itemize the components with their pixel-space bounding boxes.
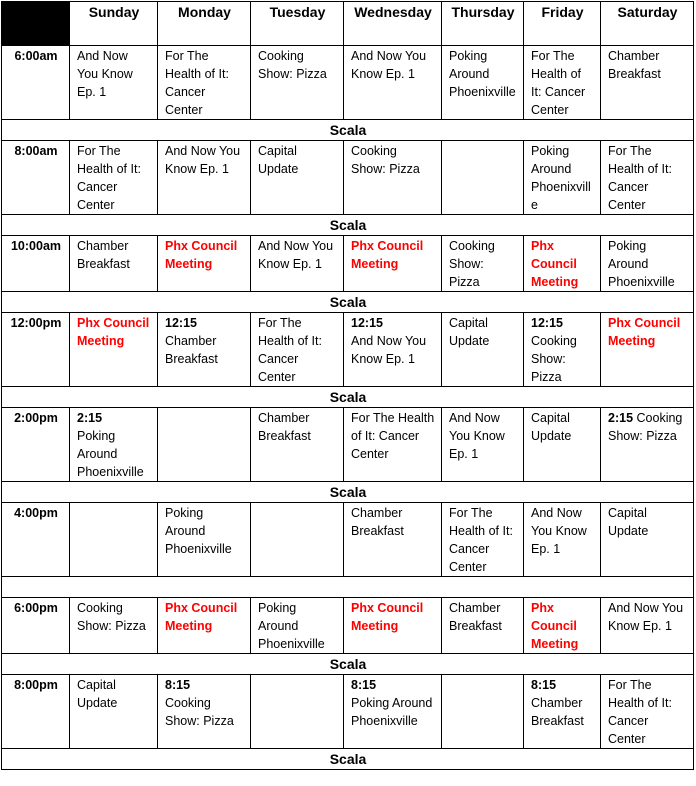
program-title: For The Health of It: Cancer Center xyxy=(165,49,229,117)
program-cell xyxy=(344,46,442,120)
start-time-label: 12:15 xyxy=(165,316,197,330)
program-cell xyxy=(601,46,694,120)
time-label: 6:00pm xyxy=(2,598,70,654)
start-time-label: 2:15 xyxy=(77,411,103,425)
time-slot-row xyxy=(2,141,694,215)
program-cell xyxy=(601,598,694,654)
program-title: Poking Around Phoenixville xyxy=(351,696,433,728)
program-title: And Now You Know Ep. 1 xyxy=(165,144,241,176)
program-cell xyxy=(251,313,344,387)
program-cell xyxy=(442,46,524,120)
program-cell xyxy=(524,141,601,215)
program-cell xyxy=(344,503,442,577)
program-cell xyxy=(524,46,601,120)
program-title: Poking Around Phoenixville xyxy=(449,49,516,99)
day-header-tuesday: Tuesday xyxy=(251,2,344,46)
program-title: Capital Update xyxy=(531,411,572,443)
program-cell xyxy=(70,503,158,577)
program-title: Cooking Show: Pizza xyxy=(258,49,327,81)
program-title: Cooking Show: Pizza xyxy=(531,334,577,384)
program-cell xyxy=(344,236,442,292)
start-time-label: 8:15 xyxy=(531,678,557,692)
day-header-sunday: Sunday xyxy=(70,2,158,46)
program-cell xyxy=(601,141,694,215)
program-cell xyxy=(442,313,524,387)
separator-row xyxy=(2,387,694,408)
start-time-label: 12:15 xyxy=(531,316,563,330)
scala-separator-label: Scala xyxy=(2,482,694,503)
program-title: Cooking Show: Pizza xyxy=(165,696,234,728)
program-title: Poking Around Phoenixville xyxy=(165,506,232,556)
separator-row xyxy=(2,482,694,503)
start-time-label: 12:15 xyxy=(351,316,383,330)
program-cell xyxy=(524,236,601,292)
program-title: For The Health of It: Cancer Center xyxy=(351,411,435,461)
program-title: Poking Around Phoenixville xyxy=(531,144,591,212)
program-cell xyxy=(442,675,524,749)
program-cell xyxy=(70,46,158,120)
time-slot-row xyxy=(2,675,694,749)
program-cell xyxy=(601,313,694,387)
program-title: And Now You Know Ep. 1 xyxy=(449,411,505,461)
separator-row xyxy=(2,749,694,770)
program-cell xyxy=(344,408,442,482)
program-cell xyxy=(524,675,601,749)
day-header-thursday: Thursday xyxy=(442,2,524,46)
program-cell xyxy=(344,675,442,749)
start-time-label: 2:15 xyxy=(608,411,634,425)
start-time-label: 8:15 xyxy=(165,678,191,692)
council-meeting-label: Phx Council Meeting xyxy=(351,239,424,271)
program-cell xyxy=(442,598,524,654)
program-cell xyxy=(158,408,251,482)
program-title: Capital Update xyxy=(608,506,649,538)
program-title: Poking Around Phoenixville xyxy=(77,429,144,479)
program-title: Capital Update xyxy=(449,316,490,348)
program-cell xyxy=(442,408,524,482)
time-slot-row xyxy=(2,503,694,577)
council-meeting-label: Phx Council Meeting xyxy=(531,239,579,289)
program-cell xyxy=(524,503,601,577)
program-cell xyxy=(70,313,158,387)
program-cell xyxy=(251,408,344,482)
time-label: 6:00am xyxy=(2,46,70,120)
program-title: Chamber Breakfast xyxy=(531,696,584,728)
weekly-schedule-table xyxy=(1,1,694,770)
scala-separator-label: Scala xyxy=(2,387,694,408)
program-cell xyxy=(70,408,158,482)
program-cell xyxy=(70,236,158,292)
program-title: For The Health of It: Cancer Center xyxy=(531,49,586,117)
time-label: 2:00pm xyxy=(2,408,70,482)
program-cell xyxy=(158,598,251,654)
program-cell xyxy=(344,313,442,387)
scala-separator-label: Scala xyxy=(2,749,694,770)
separator-row xyxy=(2,654,694,675)
program-title: And Now You Know Ep. 1 xyxy=(608,601,684,633)
program-cell xyxy=(442,236,524,292)
program-cell xyxy=(70,598,158,654)
time-label: 8:00pm xyxy=(2,675,70,749)
program-title: And Now You Know Ep. 1 xyxy=(77,49,133,99)
program-title: Capital Update xyxy=(258,144,299,176)
day-header-monday: Monday xyxy=(158,2,251,46)
program-title: Cooking Show: Pizza xyxy=(608,411,683,443)
scala-separator-label: Scala xyxy=(2,654,694,675)
program-cell xyxy=(158,141,251,215)
program-title: And Now You Know Ep. 1 xyxy=(258,239,334,271)
program-cell xyxy=(70,141,158,215)
schedule-body xyxy=(2,46,694,770)
program-cell xyxy=(251,46,344,120)
program-cell xyxy=(251,598,344,654)
program-title: Cooking Show: Pizza xyxy=(449,239,495,289)
program-cell xyxy=(601,503,694,577)
program-title: For The Health of It: Cancer Center xyxy=(608,144,672,212)
program-cell xyxy=(344,598,442,654)
program-cell xyxy=(251,141,344,215)
program-title: And Now You Know Ep. 1 xyxy=(351,334,427,366)
separator-row xyxy=(2,292,694,313)
program-cell xyxy=(158,313,251,387)
council-meeting-label: Phx Council Meeting xyxy=(165,601,238,633)
program-title: Chamber Breakfast xyxy=(258,411,311,443)
scala-separator-label: Scala xyxy=(2,215,694,236)
council-meeting-label: Phx Council Meeting xyxy=(165,239,238,271)
council-meeting-label: Phx Council Meeting xyxy=(351,601,424,633)
program-title: And Now You Know Ep. 1 xyxy=(351,49,427,81)
program-title: Poking Around Phoenixville xyxy=(258,601,325,651)
scala-separator-label: Scala xyxy=(2,292,694,313)
day-header-saturday: Saturday xyxy=(601,2,694,46)
time-slot-row xyxy=(2,598,694,654)
program-cell xyxy=(158,236,251,292)
corner-cell xyxy=(2,2,70,46)
program-title: Chamber Breakfast xyxy=(165,334,218,366)
program-cell xyxy=(251,236,344,292)
program-cell xyxy=(601,236,694,292)
program-title: For The Health of It: Cancer Center xyxy=(258,316,322,384)
program-title: Capital Update xyxy=(77,678,118,710)
program-title: Cooking Show: Pizza xyxy=(77,601,146,633)
program-cell xyxy=(158,503,251,577)
time-slot-row xyxy=(2,313,694,387)
day-header-wednesday: Wednesday xyxy=(344,2,442,46)
time-label: 4:00pm xyxy=(2,503,70,577)
program-cell xyxy=(251,503,344,577)
council-meeting-label: Phx Council Meeting xyxy=(77,316,150,348)
time-slot-row xyxy=(2,236,694,292)
scala-separator-label xyxy=(2,577,694,598)
program-cell xyxy=(601,675,694,749)
program-title: For The Health of It: Cancer Center xyxy=(608,678,672,746)
program-cell xyxy=(601,408,694,482)
header-row xyxy=(2,2,694,46)
start-time-label: 8:15 xyxy=(351,678,377,692)
program-cell xyxy=(442,141,524,215)
time-slot-row xyxy=(2,408,694,482)
separator-row xyxy=(2,120,694,141)
time-label: 10:00am xyxy=(2,236,70,292)
program-title: Poking Around Phoenixville xyxy=(608,239,675,289)
program-cell xyxy=(344,141,442,215)
program-cell xyxy=(251,675,344,749)
program-title: Chamber Breakfast xyxy=(608,49,661,81)
council-meeting-label: Phx Council Meeting xyxy=(531,601,579,651)
program-title: Cooking Show: Pizza xyxy=(351,144,420,176)
program-cell xyxy=(70,675,158,749)
program-title: For The Health of It: Cancer Center xyxy=(77,144,141,212)
program-title: Chamber Breakfast xyxy=(77,239,130,271)
scala-separator-label: Scala xyxy=(2,120,694,141)
separator-row xyxy=(2,577,694,598)
program-cell xyxy=(524,408,601,482)
council-meeting-label: Phx Council Meeting xyxy=(608,316,681,348)
program-cell xyxy=(158,675,251,749)
separator-row xyxy=(2,215,694,236)
program-cell xyxy=(524,313,601,387)
program-title: Chamber Breakfast xyxy=(449,601,502,633)
program-cell xyxy=(524,598,601,654)
program-cell xyxy=(442,503,524,577)
time-label: 8:00am xyxy=(2,141,70,215)
day-header-friday: Friday xyxy=(524,2,601,46)
time-label: 12:00pm xyxy=(2,313,70,387)
program-title: Chamber Breakfast xyxy=(351,506,404,538)
program-title: For The Health of It: Cancer Center xyxy=(449,506,513,574)
program-cell xyxy=(158,46,251,120)
time-slot-row xyxy=(2,46,694,120)
program-title: And Now You Know Ep. 1 xyxy=(531,506,587,556)
